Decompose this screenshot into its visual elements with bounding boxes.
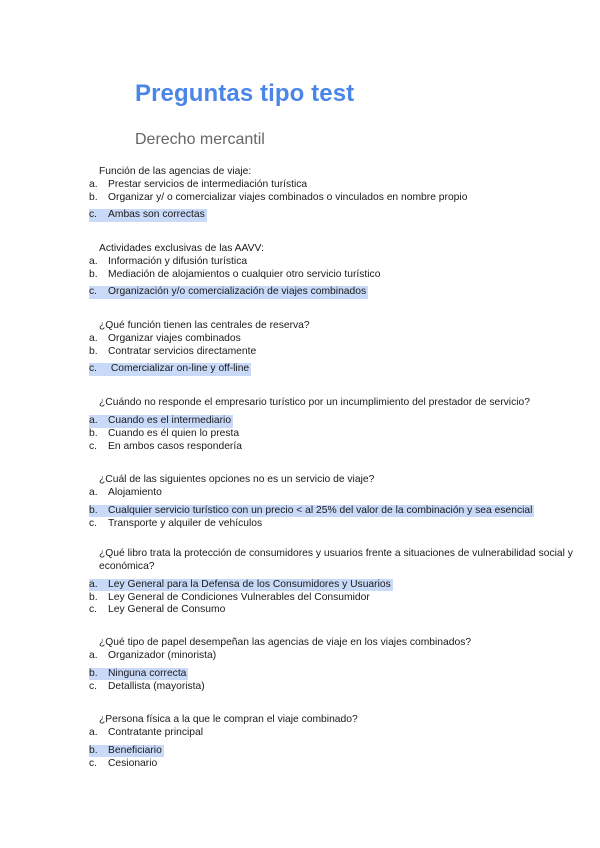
answer-options [89, 574, 579, 618]
option-text: Prestar servicios de intermediación turística [108, 178, 308, 190]
option-text: Cualquier servicio turístico con un precio < al 25% del valor de la combinación y sea esencial [108, 504, 533, 516]
option-text: Ley General de Consumo [108, 604, 226, 616]
answer-option-correct [89, 579, 393, 592]
option-letter: b. [89, 667, 98, 679]
option-letter: c. [89, 680, 98, 692]
option-text: Cuando es el intermediario [108, 414, 232, 426]
option-text: Alojamiento [108, 486, 162, 498]
answer-option-correct [89, 363, 251, 376]
answer-options [89, 256, 579, 300]
answer-options [89, 727, 579, 771]
answer-option-correct [89, 505, 534, 518]
answer-option [89, 179, 579, 192]
option-text: Contratar servicios directamente [108, 345, 257, 357]
document-title: Preguntas tipo test [135, 80, 355, 107]
option-text: En ambos casos respondería [108, 440, 242, 452]
option-letter: b. [89, 268, 98, 280]
option-text: Contratante principal [108, 726, 204, 738]
answer-option [89, 758, 579, 771]
answer-options [89, 333, 579, 377]
option-letter: a. [89, 649, 98, 661]
answer-options [89, 487, 579, 531]
option-letter: a. [89, 178, 98, 190]
answer-option-correct [89, 745, 164, 758]
question-block [89, 166, 579, 222]
answer-option-correct [89, 415, 233, 428]
option-text: Organizar viajes combinados [108, 332, 241, 344]
question-list [89, 166, 579, 786]
question-block [89, 397, 579, 453]
option-letter: b. [89, 345, 98, 357]
answer-option [89, 650, 579, 663]
answer-option-correct [89, 209, 207, 222]
option-letter: b. [89, 191, 98, 203]
answer-option [89, 428, 579, 441]
question-block [89, 320, 579, 376]
option-letter: c. [89, 604, 98, 616]
option-letter: c. [89, 363, 98, 375]
option-letter: c. [89, 286, 98, 298]
question-text: ¿Cuál de las siguientes opciones no es un servicio de viaje? [99, 474, 375, 485]
answer-option [89, 487, 579, 500]
answer-option [89, 518, 579, 531]
answer-option [89, 604, 579, 617]
question-block [89, 714, 579, 770]
answer-option [89, 441, 579, 454]
option-text: Cuando es él quien lo presta [108, 427, 240, 439]
question-block [89, 637, 579, 693]
question-text: ¿Qué tipo de papel desempeñan las agencias de viaje en los viajes combinados? [99, 637, 472, 648]
option-letter: c. [89, 757, 98, 769]
option-letter: b. [89, 427, 98, 439]
option-text: Información y difusión turística [108, 255, 248, 267]
answer-option [89, 592, 579, 605]
option-letter: b. [89, 744, 98, 756]
question-block [89, 548, 579, 617]
answer-option [89, 256, 579, 269]
answer-options [89, 410, 579, 454]
question-text: Función de las agencias de viaje: [99, 166, 252, 177]
question-text: ¿Qué función tienen las centrales de reserva? [99, 320, 310, 331]
option-text: Transporte y alquiler de vehículos [108, 517, 263, 529]
option-letter: b. [89, 591, 98, 603]
option-text: Mediación de alojamientos o cualquier otro servicio turístico [108, 268, 381, 280]
answer-option-correct [89, 286, 368, 299]
question-text: ¿Qué libro trata la protección de consumidores y usuarios frente a situaciones de vulnerabilidad social y económica? [99, 548, 573, 572]
question-text: ¿Cuándo no responde el empresario turístico por un incumplimiento del prestador de servicio? [99, 397, 530, 408]
option-text: Ninguna correcta [108, 667, 187, 679]
answer-options [89, 179, 579, 223]
option-letter: a. [89, 255, 98, 267]
question-block [89, 474, 579, 530]
option-text: Detallista (mayorista) [108, 680, 205, 692]
option-letter: a. [89, 414, 98, 426]
answer-option [89, 346, 579, 359]
option-text: Cesionario [108, 757, 158, 769]
option-letter: c. [89, 517, 98, 529]
answer-option [89, 333, 579, 346]
option-text: Comercializar on-line y off-line [108, 363, 250, 375]
answer-option [89, 269, 579, 282]
option-letter: a. [89, 486, 98, 498]
option-letter: a. [89, 578, 98, 590]
option-text: Organización y/o comercialización de viajes combinados [108, 286, 367, 298]
answer-option [89, 192, 579, 205]
document-subtitle: Derecho mercantil [135, 131, 265, 148]
option-text: Ambas son correctas [108, 209, 205, 221]
option-text: Ley General para la Defensa de los Consumidores y Usuarios [108, 578, 391, 590]
option-letter: a. [89, 332, 98, 344]
question-block [89, 243, 579, 299]
option-text: Organizador (minorista) [108, 649, 217, 661]
option-text: Ley General de Condiciones Vulnerables del Consumidor [108, 591, 370, 603]
answer-options [89, 650, 579, 694]
question-text: ¿Persona física a la que le compran el viaje combinado? [99, 714, 358, 725]
answer-option [89, 681, 579, 694]
option-letter: c. [89, 209, 98, 221]
option-text: Organizar y/ o comercializar viajes combinados o vinculados en nombre propio [108, 191, 468, 203]
option-letter: b. [89, 504, 98, 516]
option-text: Beneficiario [108, 744, 162, 756]
option-letter: a. [89, 726, 98, 738]
option-letter: c. [89, 440, 98, 452]
answer-option [89, 727, 579, 740]
question-text: Actividades exclusivas de las AAVV: [99, 243, 264, 254]
answer-option-correct [89, 668, 188, 681]
